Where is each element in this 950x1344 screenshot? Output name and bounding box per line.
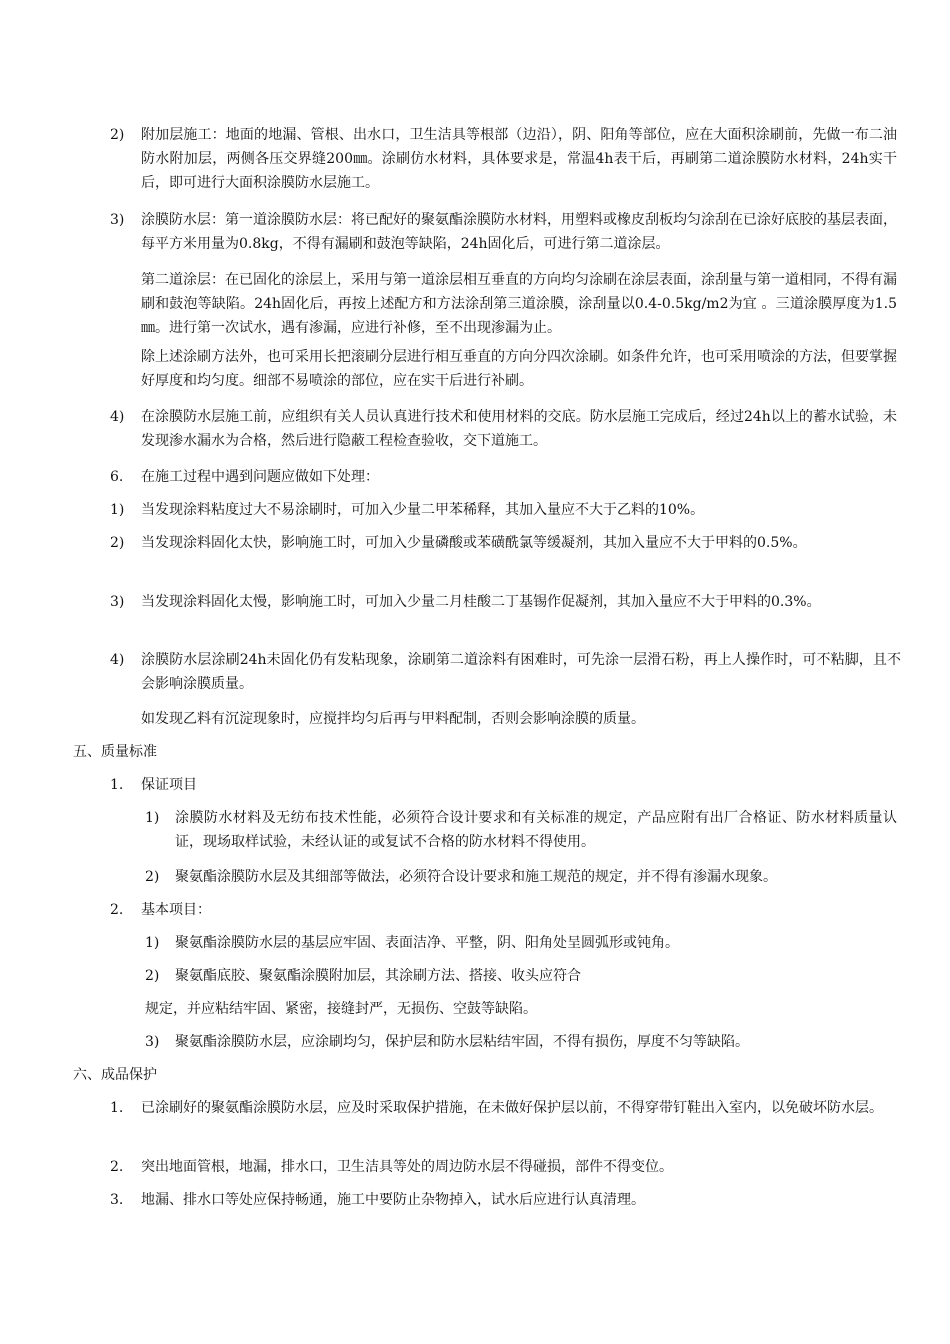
item-text: 当发现涂料粘度过大不易涂刷时，可加入少量二甲苯稀释，其加入量应不大于乙料的10%。 <box>141 502 705 518</box>
item-text: 涂膜防水层：第一道涂膜防水层：将已配好的聚氨酯涂膜防水材料，用塑料或橡皮刮板均匀涂刮在已涂好底胶的基层表面，每平方米用量为0.8kg，不得有漏刷和鼓泡等缺陷，24h固化后，可进行第二道涂层。 <box>141 212 897 252</box>
item-marker: 2. <box>110 1159 124 1175</box>
item-text: 聚氨酯涂膜防水层的基层应牢固、表面洁净、平整，阴、阳角处呈圆弧形或钝角。 <box>175 935 679 951</box>
item-marker: 3) <box>145 1034 160 1050</box>
item-marker: 3) <box>110 594 125 610</box>
item-marker: 4) <box>110 409 125 425</box>
item-marker: 1) <box>145 935 160 951</box>
paragraph: 第二道涂层：在已固化的涂层上，采用与第一道涂层相互垂直的方向均匀涂刷在涂层表面，涂刮量与第一道相同，不得有漏刷和鼓泡等缺陷。24h固化后，再按上述配方和方法涂刮第三道涂膜，涂刮量以0.4-0.5kg/m2为宜 。三道涂膜厚度为1.5㎜。进行第一次试水，遇有渗漏，应进行补修，至不出现渗漏为止。 <box>141 272 897 336</box>
item-text: 附加层施工：地面的地漏、管根、出水口，卫生洁具等根部（边沿），阴、阳角等部位，应在大面积涂刷前，先做一布二油防水附加层，两侧各压交界缝200㎜。涂刷仿水材料，具体要求是，常温4h表干后，再刷第二道涂膜防水材料，24h实干后，即可进行大面积涂膜防水层施工。 <box>141 127 897 191</box>
item-text: 在施工过程中遇到问题应做如下处理： <box>141 469 379 485</box>
item-text: 突出地面管根，地漏，排水口，卫生洁具等处的周边防水层不得碰损，部件不得变位。 <box>141 1159 673 1175</box>
item-text: 聚氨酯涂膜防水层及其细部等做法，必须符合设计要求和施工规范的规定，并不得有渗漏水现象。 <box>175 869 777 885</box>
item-marker: 3. <box>110 1192 124 1208</box>
item-marker: 1) <box>110 502 125 518</box>
item-marker: 2) <box>110 127 125 143</box>
paragraph: 如发现乙料有沉淀现象时，应搅拌均匀后再与甲料配制，否则会影响涂膜的质量。 <box>141 711 645 727</box>
item-marker: 2. <box>110 902 124 918</box>
item-marker: 6. <box>110 469 124 485</box>
item-marker: 1) <box>145 810 160 826</box>
item-marker: 1. <box>110 1100 124 1116</box>
section-heading: 五、质量标准 <box>73 744 157 760</box>
item-text: 保证项目 <box>141 777 197 793</box>
item-text: 地漏、排水口等处应保持畅通，施工中要防止杂物掉入，试水后应进行认真清理。 <box>141 1192 645 1208</box>
item-text: 涂膜防水材料及无纺布技术性能，必须符合设计要求和有关标准的规定，产品应附有出厂合格证、防水材料质量认证，现场取样试验，未经认证的或复试不合格的防水材料不得使用。 <box>175 810 897 850</box>
item-text: 基本项目： <box>141 902 211 918</box>
item-text: 当发现涂料固化太慢，影响施工时，可加入少量二月桂酸二丁基锡作促凝剂，其加入量应不大于甲料的0.3%。 <box>141 594 821 610</box>
item-marker: 2) <box>145 968 160 984</box>
item-marker: 4) <box>110 652 125 668</box>
item-marker: 2) <box>145 869 160 885</box>
item-text: 聚氨酯涂膜防水层，应涂刷均匀，保护层和防水层粘结牢固，不得有损伤，厚度不匀等缺陷。 <box>175 1034 749 1050</box>
paragraph: 除上述涂刷方法外，也可采用长把滚刷分层进行相互垂直的方向分四次涂刷。如条件允许，也可采用喷涂的方法，但要掌握好厚度和均匀度。细部不易喷涂的部位，应在实干后进行补刷。 <box>141 349 897 389</box>
item-marker: 2) <box>110 535 125 551</box>
item-text: 涂膜防水层涂刷24h未固化仍有发粘现象，涂刷第二道涂料有困难时，可先涂一层滑石粉，再上人操作时，可不粘脚，且不会影响涂膜质量。 <box>141 652 901 692</box>
item-marker: 3) <box>110 212 125 228</box>
paragraph: 规定，并应粘结牢固、紧密，接缝封严，无损伤、空鼓等缺陷。 <box>145 1001 537 1017</box>
item-text: 在涂膜防水层施工前，应组织有关人员认真进行技术和使用材料的交底。防水层施工完成后，经过24h以上的蓄水试验，未发现渗水漏水为合格，然后进行隐蔽工程检查验收，交下道施工。 <box>141 409 897 449</box>
section-heading: 六、成品保护 <box>73 1067 157 1083</box>
item-marker: 1. <box>110 777 124 793</box>
item-text: 聚氨酯底胶、聚氨酯涂膜附加层，其涂刷方法、搭接、收头应符合 <box>175 968 581 984</box>
item-text: 当发现涂料固化太快，影响施工时，可加入少量磷酸或苯磺酰氯等缓凝剂，其加入量应不大于甲料的0.5%。 <box>141 535 807 551</box>
item-text: 已涂刷好的聚氨酯涂膜防水层，应及时采取保护措施，在未做好保护层以前，不得穿带钉鞋出入室内，以免破坏防水层。 <box>141 1100 883 1116</box>
